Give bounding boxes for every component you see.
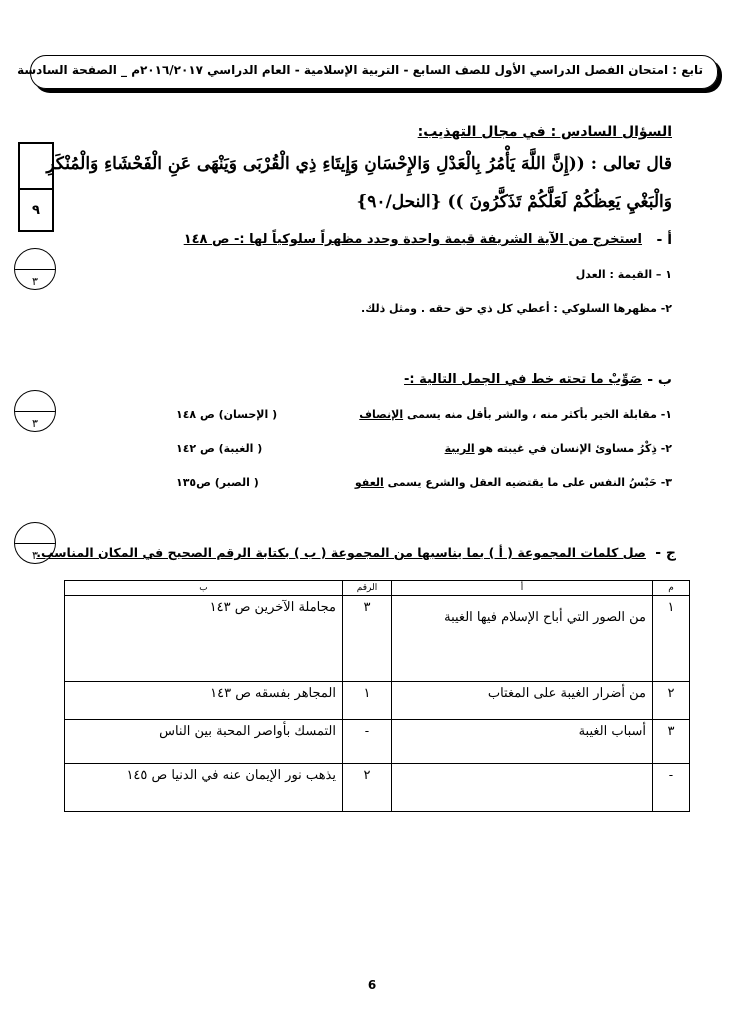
part-b-answer-1: ( الإحسان) ص ١٤٨: [176, 408, 278, 421]
header-m: م: [653, 581, 690, 596]
part-b-item-1-text: ١- مقابلة الخير بأكثر منه ، والشر بأقل منه يسمى: [403, 408, 672, 421]
verse-line-1: قال تعالى : ((إِنَّ اللَّهَ يَأْمُرُ بِالْعَدْلِ وَالإِحْسَانِ وَإِيتَاءِ ذِي الْقُرْبَى وَيَنْهَى عَنِ الْفَحْشَاءِ وَالْمُنْكَرِ: [46, 154, 672, 174]
verse-line-2: وَالْبَغْيِ يَعِظُكُمْ لَعَلَّكُمْ تَذَكَّرُونَ )) {النحل/٩٠}: [356, 192, 672, 212]
score-part-a: ٣: [32, 275, 38, 288]
table-row: [65, 720, 690, 764]
cell-num: ١: [343, 682, 392, 720]
cell-m: ٢: [653, 682, 690, 720]
part-b-item-3-text: ٣- حَبْسُ النفس على ما يقتضيه العقل والشرع يسمى: [383, 476, 672, 489]
cell-num: -: [343, 720, 392, 764]
score-circle-b: [14, 390, 56, 432]
score-part-c: ٣: [32, 549, 38, 562]
table-row: [65, 682, 690, 720]
part-b-item-3: [355, 476, 672, 489]
cell-b: مجاملة الآخرين ص ١٤٣: [65, 596, 343, 682]
page-number: 6: [367, 978, 377, 992]
part-b-item-2-underlined: الريبة: [444, 442, 475, 455]
cell-num: ٣: [343, 596, 392, 682]
header-num: الرقم: [343, 581, 392, 596]
cell-a: أسباب الغيبة: [392, 720, 653, 764]
section-heading: السؤال السادس : في مجال التهذيب:: [417, 124, 672, 140]
part-a-answer-2: ٢- مظهرها السلوكي : أعطي كل ذي حق حقه . ومثل ذلك.: [361, 302, 672, 315]
part-b-question: صَوِّبْ ما تحته خط في الجمل التالية :-: [404, 372, 642, 387]
part-c-label: ج -: [655, 545, 676, 561]
cell-a: من الصور التي أباح الإسلام فيها الغيبة: [392, 596, 653, 682]
matching-table: [64, 580, 690, 812]
part-b-item-2-text: ٢- ذِكْرُ مساوئ الإنسان في غيبته هو: [474, 442, 672, 455]
cell-a: [392, 764, 653, 812]
cell-m: ٣: [653, 720, 690, 764]
part-b-item-1: [359, 408, 672, 421]
cell-num: ٢: [343, 764, 392, 812]
table-header-row: [65, 581, 690, 596]
part-b-label: ب -: [647, 372, 672, 388]
score-circle-a: [14, 248, 56, 290]
cell-b: يذهب نور الإيمان عنه في الدنيا ص ١٤٥: [65, 764, 343, 812]
part-b-answer-2: ( الغيبة) ص ١٤٢: [176, 442, 263, 455]
page-header: [17, 55, 718, 89]
table-row: [65, 764, 690, 812]
header-title: تابع : امتحان الفصل الدراسي الأول للصف السابع - التربية الإسلامية - العام الدراسي ٢٠١٦/٢٠١٧م _ الصفحة السادسة: [17, 63, 703, 77]
part-a-label: أ -: [656, 232, 672, 248]
score-total: ٩: [32, 203, 40, 218]
part-b-item-1-underlined: الإنصاف: [359, 408, 404, 421]
part-b-item-3-underlined: العفو: [354, 476, 384, 489]
score-part-b: ٣: [32, 417, 38, 430]
part-a-answer-1: ١ – القيمة : العدل: [575, 268, 672, 281]
cell-b: التمسك بأواصر المحبة بين الناس: [65, 720, 343, 764]
cell-b: المجاهر بفسقه ص ١٤٣: [65, 682, 343, 720]
header-a: أ: [392, 581, 653, 596]
part-b-answer-3: ( الصبر) ص١٣٥: [176, 476, 259, 489]
cell-m: -: [653, 764, 690, 812]
table-row: [65, 596, 690, 682]
part-a-question: استخرج من الآية الشريفة قيمة واحدة وحدد مظهراً سلوكياً لها :- ص ١٤٨: [183, 232, 642, 247]
cell-m: ١: [653, 596, 690, 682]
header-b: ب: [65, 581, 343, 596]
part-c-question: صل كلمات المجموعة ( أ ) بما يناسبها من المجموعة ( ب ) بكتابة الرقم الصحيح في المكان المناسب.: [36, 545, 646, 560]
part-b-item-2: [445, 442, 672, 455]
cell-a: من أضرار الغيبة على المغتاب: [392, 682, 653, 720]
